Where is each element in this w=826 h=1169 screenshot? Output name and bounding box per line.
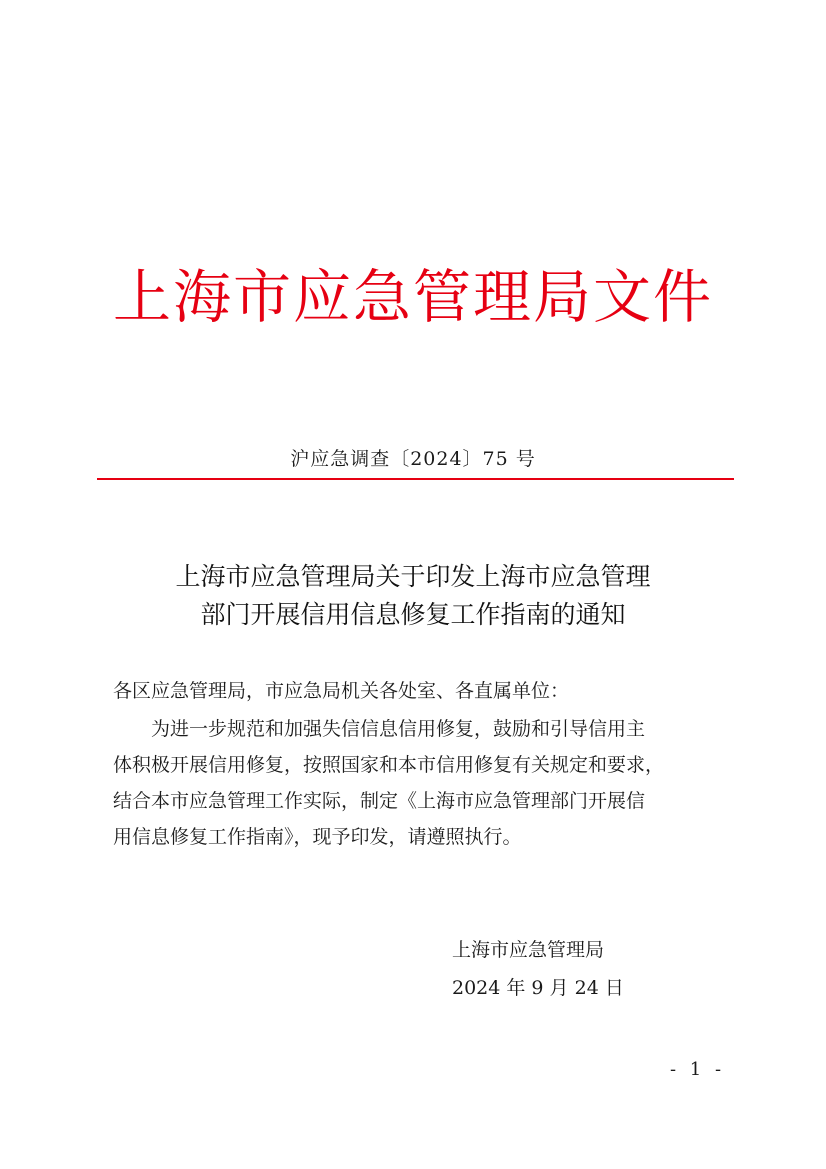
notice-title-line-1: 上海市应急管理局关于印发上海市应急管理 (175, 562, 651, 591)
red-separator-line (97, 478, 734, 480)
salutation: 各区应急管理局，市应急局机关各处室、各直属单位： (113, 680, 570, 702)
body-line-1: 为进一步规范和加强失信信息信用修复，鼓励和引导信用主 (151, 718, 646, 740)
page-number: - 1 - (670, 1059, 726, 1080)
body-line-2: 体积极开展信用修复，按照国家和本市信用修复有关规定和要求， (113, 754, 665, 776)
signature-block (452, 931, 624, 1007)
notice-title (0, 558, 826, 634)
document-header-title: 上海市应急管理局文件 (112, 263, 713, 331)
body-line-3: 结合本市应急管理工作实际，制定《上海市应急管理部门开展信 (113, 790, 646, 812)
body-line-4: 用信息修复工作指南》，现予印发，请遵照执行。 (113, 826, 522, 848)
issue-date: 2024 年 9 月 24 日 (452, 977, 624, 999)
body-paragraph (113, 711, 753, 855)
document-number: 沪应急调查〔2024〕75 号 (290, 448, 536, 470)
issuer-name: 上海市应急管理局 (452, 939, 605, 961)
notice-title-line-2: 部门开展信用信息修复工作指南的通知 (200, 600, 626, 629)
